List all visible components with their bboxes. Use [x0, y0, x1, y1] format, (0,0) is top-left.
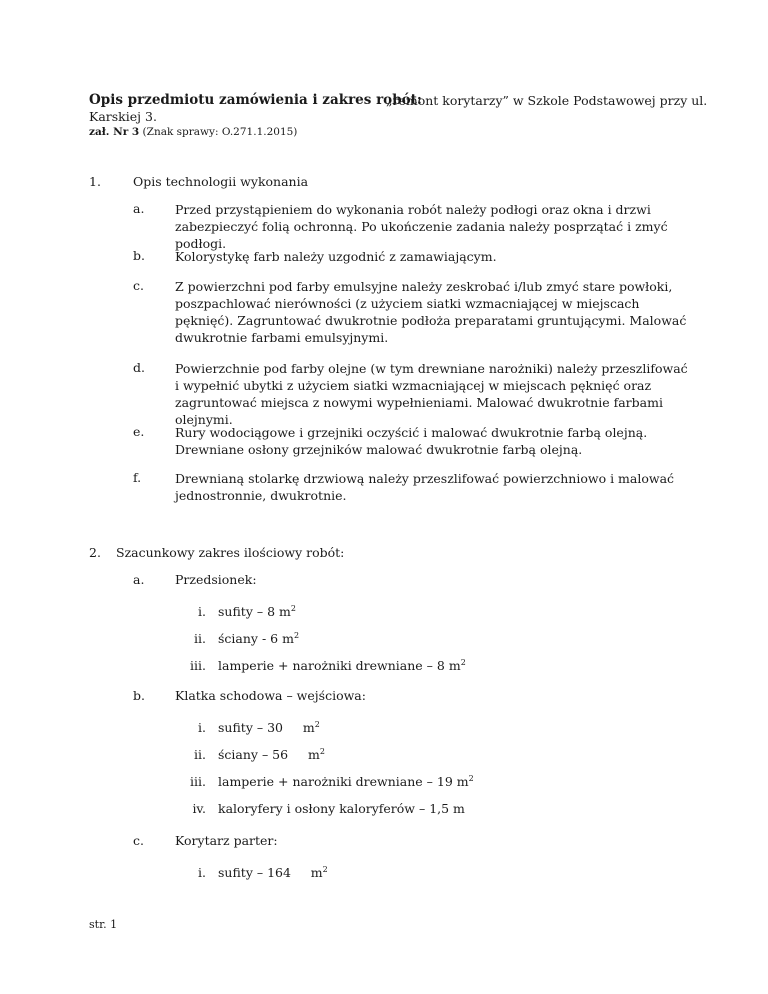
list-item-roman: iii.	[190, 774, 206, 789]
attachment-reference: (Znak sprawy: O.271.1.2015)	[139, 126, 298, 138]
unit-superscript: 2	[468, 773, 474, 783]
list-item-text: kaloryfery i osłony kaloryferów – 1,5 m	[218, 801, 465, 816]
section1-item-letter: a.	[133, 201, 145, 216]
section1-item-text: Rury wodociągowe i grzejniki oczyścić i malować dwukrotnie farbą olejną. Drewniane osłony grzejników malować dwukrotnie farbą olejną.	[175, 425, 648, 457]
list-item-roman: i.	[198, 865, 206, 880]
unit-superscript: 2	[319, 746, 325, 756]
list-item-text: ściany - 6 m	[218, 631, 294, 646]
page-number: str. 1	[89, 918, 118, 931]
list-item-roman: i.	[198, 604, 206, 619]
attachment-label: zał. Nr 3	[89, 126, 140, 138]
section1-title: Opis technologii wykonania	[133, 174, 309, 189]
list-item-text: sufity – 30 m	[218, 720, 315, 735]
section1-item-letter: d.	[133, 360, 145, 375]
document-title: Opis przedmiotu zamówienia i zakres robót:	[89, 92, 422, 108]
unit-superscript: 2	[293, 630, 300, 640]
list-item-text: sufity – 8 m	[218, 604, 291, 619]
section2-group-letter: b.	[133, 688, 145, 703]
unit-superscript: 2	[290, 603, 296, 613]
list-item-roman: iv.	[192, 801, 206, 816]
document-subject: „remont korytarzy” w Szkole Podstawowej przy ul.	[386, 93, 708, 108]
attachment-line	[89, 126, 297, 138]
section2-number: 2.	[89, 545, 101, 560]
list-item	[218, 747, 325, 762]
section1-item-text: Z powierzchni pod farby emulsyjne należy zeskrobać i/lub zmyć stare powłoki, poszpachlować nierówności (z użyciem siatki wzmacniającej w miejscach pęknięć). Zagruntować dwukrotnie podłoża preparatami gruntującymi. Malować dwukrotnie farbami emulsyjnymi.	[175, 279, 687, 345]
list-item-text: ściany – 56 m	[218, 747, 320, 762]
section2-group-letter: c.	[133, 833, 144, 848]
section2-group-title: Klatka schodowa – wejściowa:	[175, 688, 366, 703]
list-item	[218, 801, 465, 816]
list-item-text: sufity – 164 m	[218, 865, 323, 880]
list-item	[218, 774, 474, 789]
list-item-roman: ii.	[194, 631, 206, 646]
section2-group-letter: a.	[133, 572, 145, 587]
section2-group-title: Korytarz parter:	[175, 833, 278, 848]
list-item	[218, 604, 296, 619]
list-item-text: lamperie + narożniki drewniane – 19 m	[218, 774, 469, 789]
list-item	[218, 658, 466, 673]
list-item	[218, 631, 299, 646]
section1-item-letter: c.	[133, 278, 144, 293]
unit-superscript: 2	[314, 719, 320, 729]
document-subject-continuation: Karskiej 3.	[89, 109, 157, 124]
section2-title: Szacunkowy zakres ilościowy robót:	[116, 545, 345, 560]
unit-superscript: 2	[322, 864, 328, 874]
section1-item-letter: f.	[133, 470, 142, 485]
section1-item-text: Przed przystąpieniem do wykonania robót należy podłogi oraz okna i drzwi zabezpieczyć folią ochronną. Po ukończenie zadania należy posprzątać i zmyć podłogi.	[175, 202, 668, 251]
section1-item-letter: e.	[133, 424, 145, 439]
section1-item-letter: b.	[133, 248, 145, 263]
section1-number: 1.	[89, 174, 101, 189]
section1-item-text: Kolorystykę farb należy uzgodnić z zamawiającym.	[175, 249, 497, 264]
list-item-text: lamperie + narożniki drewniane – 8 m	[218, 658, 461, 673]
section2-group-title: Przedsionek:	[175, 572, 257, 587]
list-item-roman: i.	[198, 720, 206, 735]
unit-superscript: 2	[460, 657, 466, 667]
list-item-roman: iii.	[190, 658, 206, 673]
list-item	[218, 865, 328, 880]
list-item-roman: ii.	[194, 747, 206, 762]
list-item	[218, 720, 320, 735]
section1-item-text: Powierzchnie pod farby olejne (w tym drewniane narożniki) należy przeszlifować i wypełnić ubytki z użyciem siatki wzmacniającej w miejscach pęknięć oraz zagruntować miejsca z nowymi wypełnieniami. Malować dwukrotnie farbami olejnymi.	[175, 361, 688, 427]
section1-item-text: Drewnianą stolarkę drzwiową należy przeszlifować powierzchniowo i malować jednostronnie, dwukrotnie.	[175, 471, 675, 503]
